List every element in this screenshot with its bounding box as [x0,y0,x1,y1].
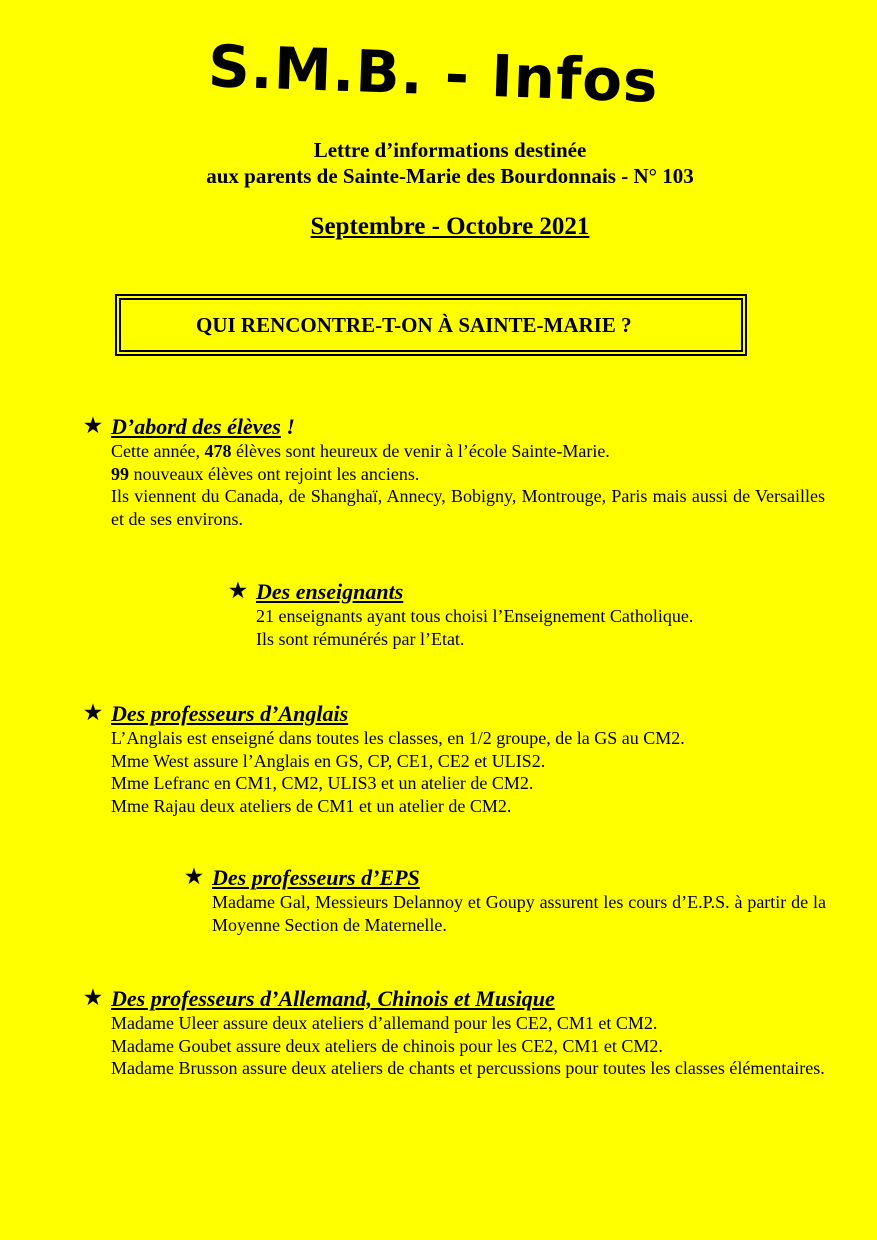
star-icon: ★ [84,987,102,1009]
subtitle-line-1: Lettre d’informations destinée [313,138,587,162]
headline-box [115,294,747,356]
section-eps [185,865,826,936]
body-line: Ils sont rémunérés par l’Etat. [256,628,465,649]
section-body [111,1012,825,1080]
body-line [111,463,825,486]
section-title: Des professeurs d’EPS [212,865,420,890]
student-count: 478 [204,441,232,461]
section-body [256,605,816,650]
section-heading [84,414,825,440]
body-line [111,440,825,463]
body-line: Mme West assure l’Anglais en GS, CP, CE1, CE2 et ULIS2. [111,750,546,771]
section-body [212,891,826,936]
new-student-count: 99 [111,463,129,484]
section-heading [84,701,825,727]
section-title-suffix: ! [280,414,295,439]
section-body [111,440,825,530]
subtitle-line-2: aux parents de Sainte-Marie des Bourdonnais - N° 103 [206,164,694,188]
text-fragment: nouveaux élèves ont rejoint les anciens. [129,463,420,484]
text-fragment: Cette année, [111,441,205,461]
section-title: Des professeurs d’Anglais [111,701,349,726]
section-heading [84,986,825,1012]
section-title: D’abord des élèves [111,414,281,439]
section-anglais [84,701,825,817]
star-icon: ★ [84,415,102,437]
star-icon: ★ [229,580,247,602]
masthead-title: S.M.B. - Infos [207,32,660,116]
body-line: Madame Goubet assure deux ateliers de chinois pour les CE2, CM1 et CM2. [111,1035,663,1056]
body-line: 21 enseignants ayant tous choisi l’Enseignement Catholique. [256,606,694,626]
section-body [111,727,825,817]
section-title: Des enseignants [256,579,404,604]
body-line: Mme Rajau deux ateliers de CM1 et un atelier de CM2. [111,795,512,816]
section-enseignants [229,579,816,650]
star-icon: ★ [185,866,203,888]
section-title: Des professeurs d’Allemand, Chinois et Musique [111,986,555,1011]
body-line: Mme Lefranc en CM1, CM2, ULIS3 et un atelier de CM2. [111,773,534,793]
section-langues [84,986,825,1080]
text-fragment: élèves sont heureux de venir à l’école Sainte-Marie. [231,441,610,461]
body-line: Madame Brusson assure deux ateliers de chants et percussions pour toutes les classes élémentaires. [111,1058,825,1078]
issue-date: Septembre - Octobre 2021 [310,213,590,240]
body-line: Madame Gal, Messieurs Delannoy et Goupy assurent les cours d’E.P.S. à partir de la Moyenne Section de Maternelle. [212,892,826,935]
masthead [0,32,877,116]
body-line: Madame Uleer assure deux ateliers d’allemand pour les CE2, CM1 et CM2. [111,1013,658,1033]
section-heading [229,579,816,605]
section-eleves [84,414,825,530]
section-heading [185,865,826,891]
star-icon: ★ [84,702,102,724]
body-line: L’Anglais est enseigné dans toutes les classes, en 1/2 groupe, de la GS au CM2. [111,728,685,748]
body-line: Ils viennent du Canada, de Shanghaï, Annecy, Bobigny, Montrouge, Paris mais aussi de Versailles et de ses environs. [111,486,825,529]
headline-text: QUI RENCONTRE-T-ON À SAINTE-MARIE ? [196,313,632,337]
